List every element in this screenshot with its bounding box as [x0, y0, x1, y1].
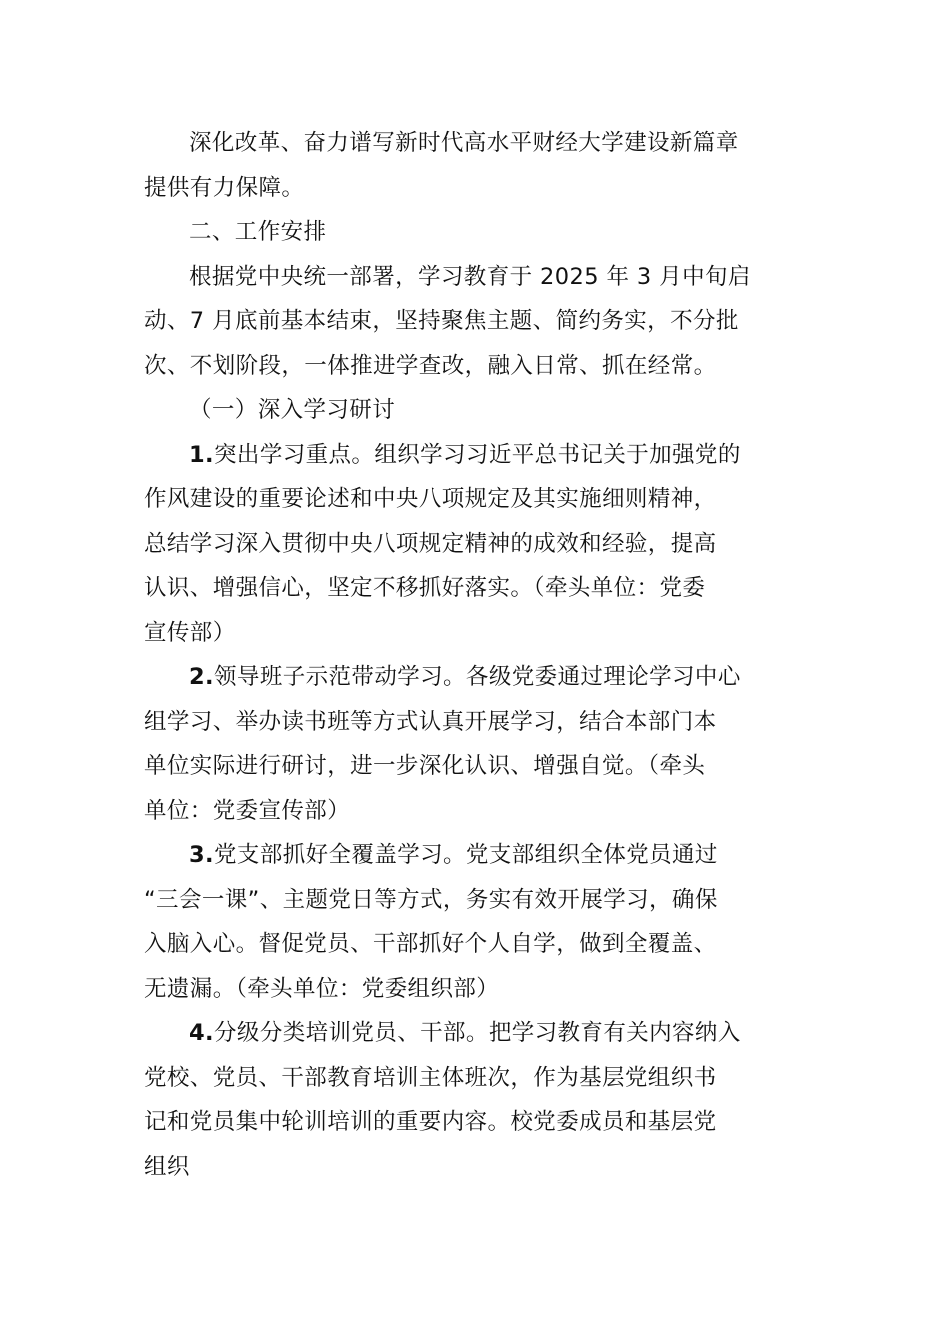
text-line: 组织	[144, 1153, 190, 1180]
text-line: 深化改革、奋力谱写新时代高水平财经大学建设新篇章	[189, 130, 739, 156]
text-line: 入脑入心。督促党员、干部抓好个人自学，做到全覆盖、	[144, 931, 717, 957]
text-line: 单位：党委宣传部）	[144, 797, 351, 824]
text-line: “三会一课”、主题党日等方式，务实有效开展学习，确保	[144, 886, 718, 913]
text-line: 提供有力保障。	[144, 174, 305, 201]
text-line: 动、7 月底前基本结束，坚持聚焦主题、简约务实，不分批	[144, 308, 739, 334]
text-line: 党校、党员、干部教育培训主体班次，作为基层党组织书	[144, 1064, 717, 1091]
text-line: 记和党员集中轮训培训的重要内容。校党委成员和基层党	[144, 1109, 717, 1135]
item-number: 1.	[189, 441, 215, 468]
text-line: 无遗漏。（牵头单位：党委组织部）	[144, 975, 500, 1002]
item-line: 2.领导班子示范带动学习。各级党委通过理论学习中心	[189, 664, 741, 690]
item-number: 2.	[189, 664, 215, 690]
text-line: 作风建设的重要论述和中央八项规定及其实施细则精神，	[144, 486, 717, 512]
text-line: 宣传部）	[144, 619, 236, 646]
text-line: 单位实际进行研讨，进一步深化认识、增强自觉。（牵头	[144, 753, 706, 779]
section-heading: 二、工作安排	[189, 219, 327, 245]
item-line: 1.突出学习重点。组织学习习近平总书记关于加强党的	[189, 441, 741, 468]
subsection-heading: （一）深入学习研讨	[189, 397, 396, 423]
text-line: 组学习、举办读书班等方式认真开展学习，结合本部门本	[144, 708, 717, 735]
item-number: 4.	[189, 1020, 215, 1046]
text-line: 次、不划阶段，一体推进学查改，融入日常、抓在经常。	[144, 352, 717, 379]
text-line: 根据党中央统一部署，学习教育于 2025 年 3 月中旬启	[189, 263, 751, 290]
text-line: 认识、增强信心，坚定不移抓好落实。（牵头单位：党委	[144, 575, 706, 601]
text-line: 总结学习深入贯彻中央八项规定精神的成效和经验，提高	[144, 530, 717, 557]
document-body	[144, 121, 810, 1189]
item-number: 3.	[189, 842, 215, 868]
item-line: 4.分级分类培训党员、干部。把学习教育有关内容纳入	[189, 1020, 741, 1046]
item-line: 3.党支部抓好全覆盖学习。党支部组织全体党员通过	[189, 842, 718, 868]
